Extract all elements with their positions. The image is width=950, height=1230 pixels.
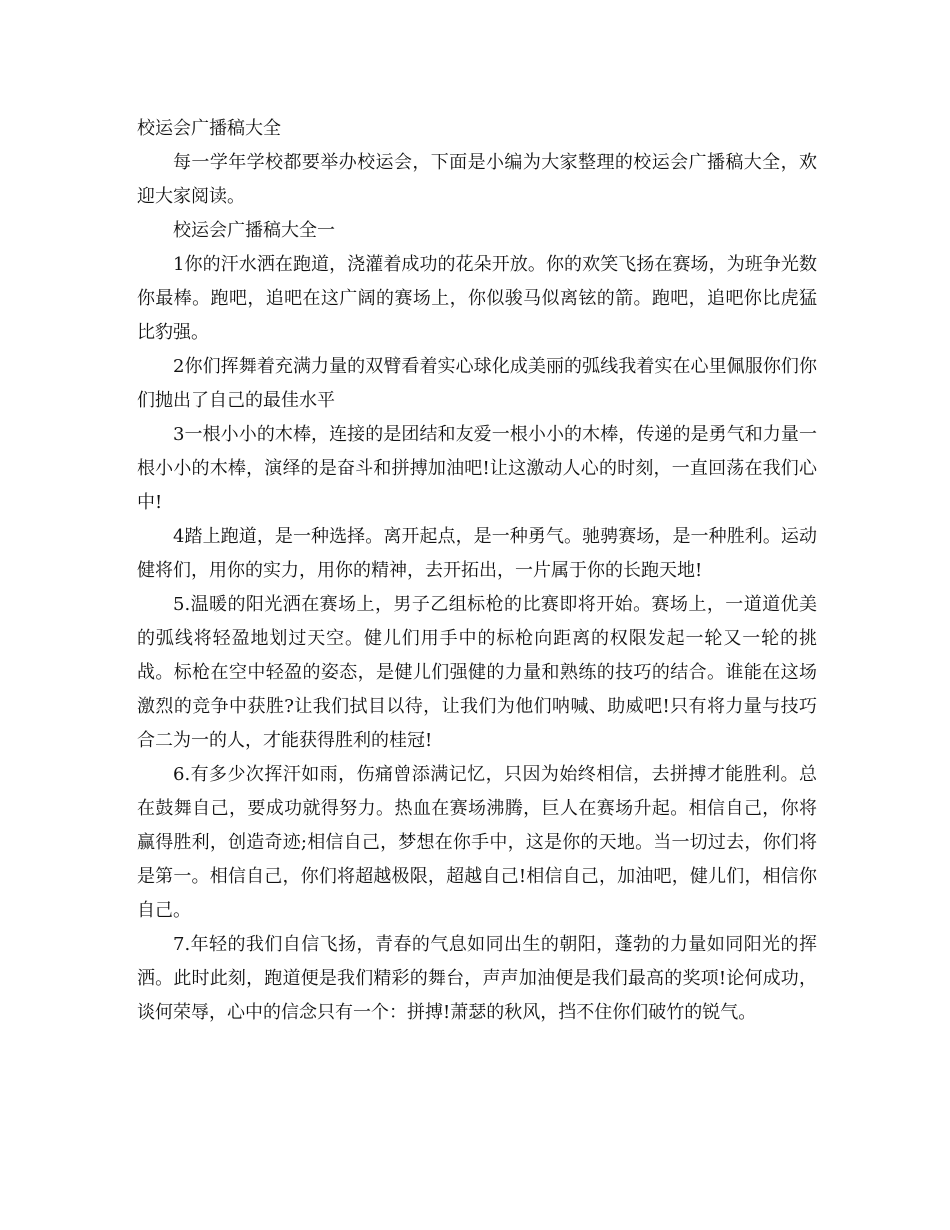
section-heading: 校运会广播稿大全一	[173, 220, 335, 241]
paragraph-7: 7.年轻的我们自信飞扬，青春的气息如同出生的朝阳，蓬勃的力量如同阳光的挥洒。此时此刻，跑道便是我们精彩的舞台，声声加油便是我们最高的奖项!论何成功，谈何荣辱，心中的信念只有一个：拼搏!萧瑟的秋风，挡不住你们破竹的锐气。	[137, 934, 817, 1023]
paragraph-6: 6.有多少次挥汗如雨，伤痛曾添满记忆，只因为始终相信，去拼搏才能胜利。总在鼓舞自己，要成功就得努力。热血在赛场沸腾，巨人在赛场升起。相信自己，你将赢得胜利，创造奇迹;相信自己，梦想在你手中，这是你的天地。当一切过去，你们将是第一。相信自己，你们将超越极限，超越自己!相信自己，加油吧，健儿们，相信你自己。	[137, 764, 817, 921]
paragraph-1: 1你的汗水洒在跑道，浇灌着成功的花朵开放。你的欢笑飞扬在赛场，为班争光数你最棒。跑吧，追吧在这广阔的赛场上，你似骏马似离铉的箭。跑吧，追吧你比虎猛比豹强。	[137, 254, 817, 343]
paragraph-4: 4踏上跑道，是一种选择。离开起点，是一种勇气。驰骋赛场，是一种胜利。运动健将们，用你的实力，用你的精神，去开拓出，一片属于你的长跑天地!	[137, 526, 817, 581]
document-title: 校运会广播稿大全	[137, 118, 281, 139]
paragraph-5: 5.温暖的阳光洒在赛场上，男子乙组标枪的比赛即将开始。赛场上，一道道优美的弧线将轻盈地划过天空。健儿们用手中的标枪向距离的权限发起一轮又一轮的挑战。标枪在空中轻盈的姿态，是健儿们强健的力量和熟练的技巧的结合。谁能在这场激烈的竞争中获胜?让我们拭目以待，让我们为他们呐喊、助威吧!只有将力量与技巧合二为一的人，才能获得胜利的桂冠!	[137, 594, 817, 751]
paragraph-3: 3一根小小的木棒，连接的是团结和友爱一根小小的木棒，传递的是勇气和力量一根小小的木棒，演绎的是奋斗和拼搏加油吧!让这激动人心的时刻，一直回荡在我们心中!	[137, 424, 817, 513]
document-page	[137, 112, 817, 1030]
paragraph-2: 2你们挥舞着充满力量的双臂看着实心球化成美丽的弧线我着实在心里佩服你们你们抛出了自己的最佳水平	[137, 356, 817, 411]
intro-paragraph: 每一学年学校都要举办校运会，下面是小编为大家整理的校运会广播稿大全，欢迎大家阅读。	[137, 152, 817, 207]
